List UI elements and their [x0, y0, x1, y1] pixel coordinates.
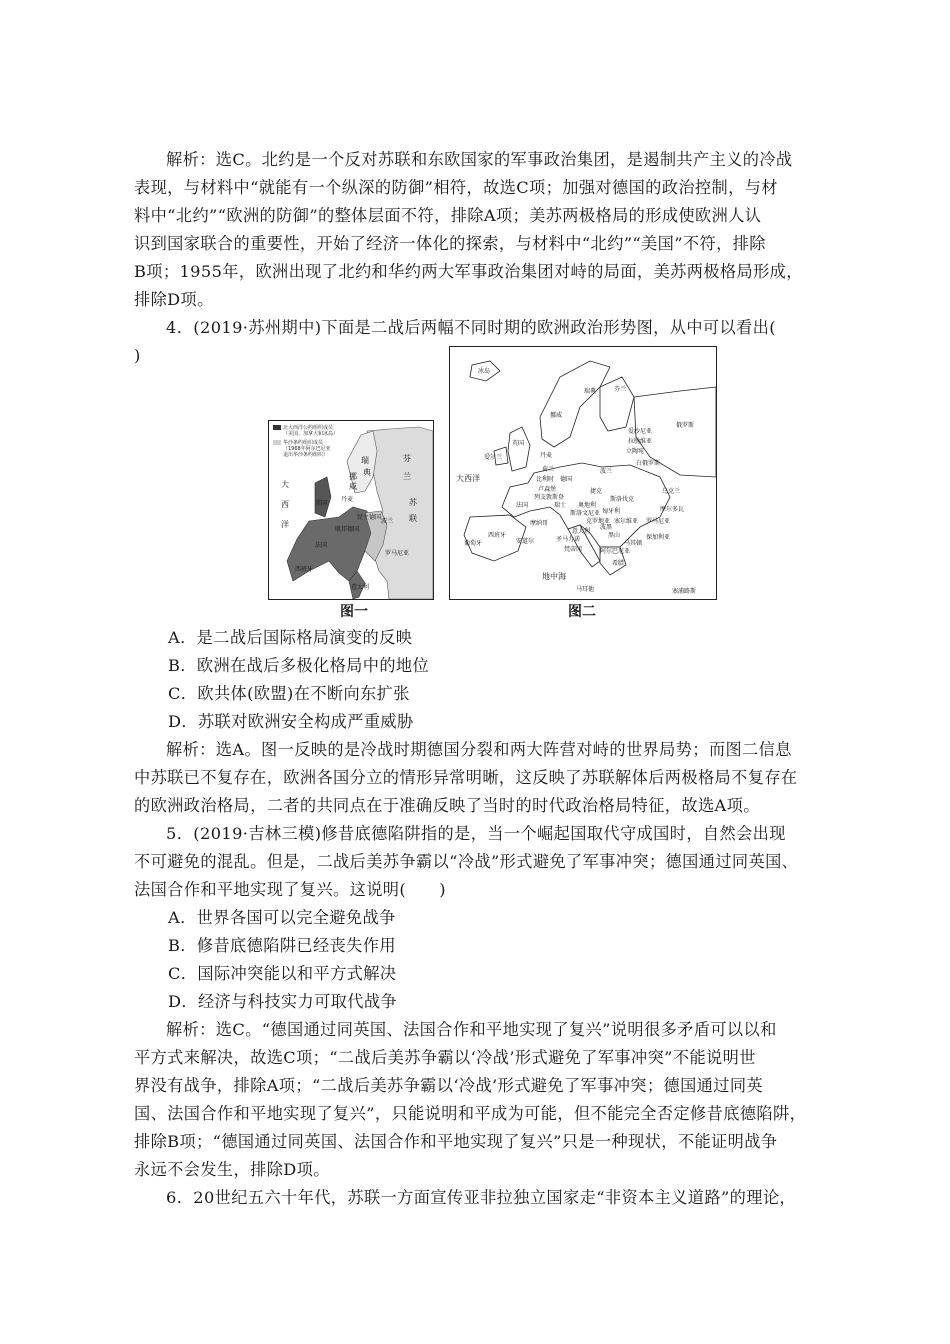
label-slovenia: 斯洛文尼亚 [570, 510, 601, 517]
label-ussr-2: 联 [409, 514, 417, 523]
label-slovakia: 斯洛伐克 [610, 496, 635, 503]
label-latvia: 拉脱维亚 [628, 438, 653, 445]
q5-analysis-line-3: 界没有战争，排除A项；“二战后美苏争霸以‘冷战’形式避免了军事冲突；德国通过同英 [134, 1076, 764, 1095]
label-luxembourg: 卢森堡 [538, 486, 557, 493]
q4-analysis-line-2: 中苏联已不复存在，欧洲各国分立的情形异常明晰，这反映了苏联解体后两极格局不复存在 [134, 768, 798, 787]
label-west-germany: 联邦德国 [335, 526, 360, 533]
label-vatican: 梵蒂冈 [564, 546, 583, 553]
legend-nato-note: （美国、加拿大和冰岛） [283, 431, 339, 437]
label-cyprus: 塞浦路斯 [672, 588, 697, 595]
q6-stem-line-1: 6．20世纪五六十年代，苏联一方面宣传亚非拉独立国家走“非资本主义道路”的理论， [166, 1188, 797, 1207]
analysis-q3-line-4: 识到国家联合的重要性，开始了经济一体化的探索，与材料中“北约”“美国”不符，排除 [134, 234, 766, 253]
label-atlantic: 大西洋 [456, 474, 480, 483]
label-romania: 罗马尼亚 [385, 550, 410, 557]
analysis-q3-line-5: B项；1955年，欧洲出现了北约和华约两大军事政治集团对峙的局面，美苏两极格局形成， [134, 262, 803, 281]
label-finland-1: 芬 [403, 454, 411, 463]
label-croatia: 克罗地亚 [586, 518, 611, 525]
map-2-caption: 图二 [568, 604, 596, 620]
label-hungary: 匈牙利 [602, 508, 621, 515]
q4-option-d: D．苏联对欧洲安全构成严重威胁 [168, 712, 414, 731]
legend-warsaw-note2: 退出华沙条约组织） [283, 452, 329, 458]
analysis-q3-line-6: 排除D项。 [134, 290, 214, 309]
map-1-caption: 图一 [340, 604, 368, 620]
label-atlantic-1: 大 [281, 480, 289, 489]
label-sweden-2: 典 [363, 468, 371, 477]
q5-analysis-line-1: 解析：选C。“德国通过同英国、法国合作和平地实现了复兴”说明很多矛盾可以以和 [166, 1020, 777, 1039]
legend-nato: 北大西洋公约组织成员 [283, 425, 334, 431]
q5-option-b: B．修昔底德陷阱已经丧失作用 [168, 936, 396, 955]
label-austria: 奥地利 [578, 502, 597, 509]
legend-warsaw-swatch [273, 440, 281, 445]
label-greece: 希腊 [612, 560, 625, 567]
label-poland: 波兰 [600, 468, 613, 475]
label-san-marino: 圣马力诺 [556, 536, 581, 543]
label-estonia: 爱沙尼亚 [628, 428, 653, 435]
label-andorra: 安道尔 [516, 538, 535, 545]
label-monaco: 摩纳哥 [530, 520, 549, 527]
q4-analysis-line-1: 解析：选A。图一反映的是冷战时期德国分裂和两大阵营对峙的世界局势；而图二信息 [166, 740, 792, 759]
label-germany: 德国 [560, 476, 573, 483]
q5-option-d: D．经济与科技实力可取代战争 [168, 992, 398, 1011]
q4-analysis-line-3: 的欧洲政治格局，二者的共同点在于准确反映了当时的时代政治格局特征，故选A项。 [134, 796, 760, 815]
label-finland-2: 兰 [403, 472, 411, 481]
label-east-germany: 民主德国 [357, 514, 382, 521]
map-figure-2 [449, 346, 717, 600]
label-bulgaria: 保加利亚 [646, 534, 671, 541]
label-portugal: 葡萄牙 [464, 540, 483, 547]
label-sweden-1: 瑞 [361, 456, 369, 465]
label-uk: 英国 [512, 440, 525, 447]
analysis-q3-line-1: 解析：选C。北约是一个反对苏联和东欧国家的军事政治集团，是遏制共产主义的冷战 [166, 150, 793, 169]
map-figure-1 [268, 420, 434, 600]
q5-option-a: A．世界各国可以完全避免战争 [168, 908, 396, 927]
label-norway: 挪威 [550, 412, 563, 419]
label-iceland: 冰岛 [478, 368, 491, 375]
label-belarus: 白俄罗斯 [636, 460, 661, 467]
label-mediterranean: 地中海 [542, 572, 566, 581]
label-czech: 捷克 [590, 488, 603, 495]
label-finland: 芬兰 [614, 386, 627, 393]
label-montenegro: 黑山 [608, 532, 621, 539]
label-ukraine: 乌克兰 [662, 488, 681, 495]
label-italy: 意大利 [351, 584, 370, 591]
label-malta: 马耳他 [576, 586, 595, 593]
label-moldova: 摩尔多瓦 [660, 506, 685, 513]
label-denmark: 丹麦 [341, 496, 354, 503]
q4-option-b: B．欧洲在战后多极化格局中的地位 [168, 656, 430, 675]
label-albania: 阿尔巴尼亚 [600, 548, 631, 555]
q5-stem-line-3: 法国合作和平地实现了复兴。这说明( ) [134, 880, 447, 899]
label-norway-1: 挪 [349, 472, 357, 481]
q4-option-c: C．欧共体(欧盟)在不断向东扩张 [168, 684, 410, 703]
label-netherlands: 荷兰 [542, 466, 555, 473]
label-bosnia: 波黑 [600, 524, 613, 531]
question-4-stem: 4．(2019·苏州期中)下面是二战后两幅不同时期的欧洲政治形势图，从中可以看出( [166, 318, 776, 337]
legend-warsaw-note1: （1968年阿尔巴尼亚 [283, 446, 331, 452]
label-atlantic-3: 洋 [281, 520, 289, 529]
label-france: 法国 [516, 502, 529, 509]
label-romania: 罗马尼亚 [646, 518, 671, 525]
q5-stem-line-2: 不可避免的混乱。但是，二战后美苏争霸以“冷战”形式避免了军事冲突；德国通过同英国、 [134, 852, 799, 871]
label-uk: 英国 [315, 500, 328, 507]
label-norway-2: 威 [349, 482, 357, 491]
label-serbia: 塞尔维亚 [614, 518, 639, 525]
label-poland: 波兰 [381, 518, 394, 525]
label-belgium: 比利时 [536, 476, 555, 483]
label-spain: 西班牙 [488, 532, 507, 539]
label-ussr-1: 苏 [409, 498, 417, 507]
label-italy: 意大利 [572, 528, 591, 535]
q5-analysis-line-6: 永远不会发生，排除D项。 [134, 1160, 330, 1179]
label-atlantic-2: 西 [281, 500, 289, 509]
q5-option-c: C．国际冲突能以和平方式解决 [168, 964, 397, 983]
label-lithuania: 立陶宛 [626, 448, 645, 455]
q5-analysis-line-4: 国、法国合作和平地实现了复兴”，只能说明和平成为可能，但不能完全否定修昔底德陷阱， [134, 1104, 807, 1123]
label-sweden: 瑞典 [584, 388, 597, 395]
q4-option-a: A．是二战后国际格局演变的反映 [168, 628, 413, 647]
label-russia: 俄罗斯 [676, 422, 695, 429]
label-swiss: 瑞士 [554, 502, 567, 509]
label-ireland: 爱尔兰 [484, 454, 503, 461]
q5-analysis-line-5: 排除B项；“德国通过同英国、法国合作和平地实现了复兴”只是一种现状，不能证明战争 [134, 1132, 778, 1151]
analysis-q3-line-2: 表现，与材料中“就能有一个纵深的防御”相符，故选C项；加强对德国的政治控制，与材 [134, 178, 778, 197]
label-france: 法国 [315, 542, 328, 549]
label-denmark: 丹麦 [540, 452, 553, 459]
legend-nato-swatch [273, 425, 281, 430]
q5-stem-line-1: 5．(2019·吉林三模)修昔底德陷阱指的是，当一个崛起国取代守成国时，自然会出现 [166, 824, 786, 843]
label-liechtenstein: 列支敦斯登 [534, 494, 565, 501]
label-spain: 西班牙 [295, 566, 314, 573]
legend-warsaw: 华沙条约组织成员 [283, 440, 324, 446]
question-4-stem-bracket: ) [134, 346, 141, 365]
label-macedonia: 马其顿 [624, 540, 643, 547]
q5-analysis-line-2: 平方式来解决，故选C项；“二战后美苏争霸以‘冷战’形式避免了军事冲突”不能说明世 [134, 1048, 756, 1067]
analysis-q3-line-3: 料中“北约”“欧洲的防御”的整体层面不符，排除A项；美苏两极格局的形成使欧洲人认 [134, 206, 762, 225]
